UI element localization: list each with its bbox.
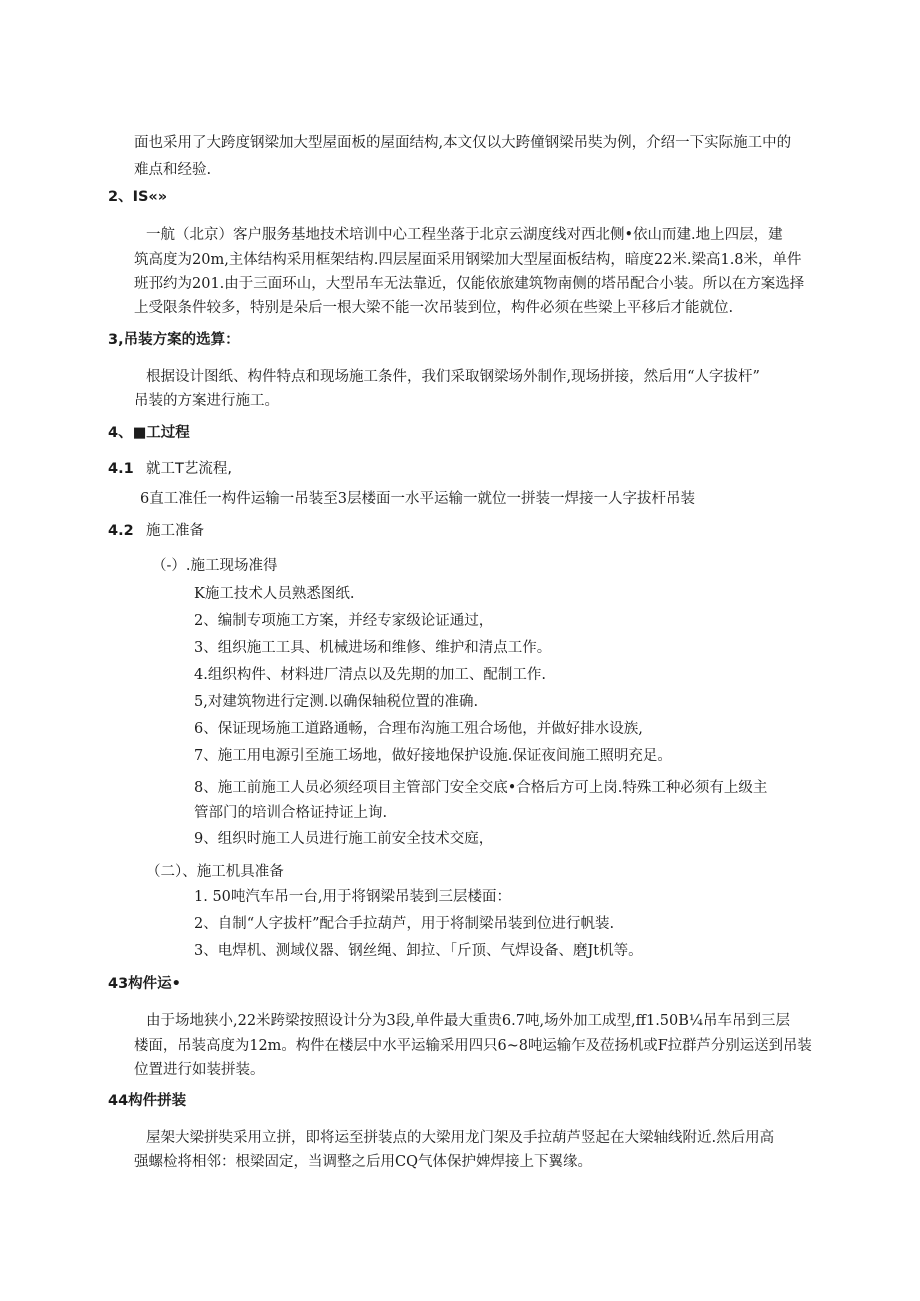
prep-item: 2、编制专项施工方案，并经专家级论证通过， bbox=[194, 613, 494, 629]
section-4-heading: 4、■工过程 bbox=[108, 425, 190, 441]
intro-line-2: 难点和经验. bbox=[134, 162, 212, 178]
equipment-item: 2、自制“人字拔杆”配合手拉葫芦，用于将制梁吊装到位进行帆装. bbox=[194, 916, 615, 932]
equipment-item: 1. 50吨汽车吊一台,用于将钢梁吊装到三层楼面： bbox=[194, 889, 512, 905]
section-4-1-number: 4.1 bbox=[108, 461, 134, 477]
prep-item: K施工技术人员熟悉图纸. bbox=[194, 586, 355, 602]
section-2-para-line: 筑高度为20m,主体结构采用框架结构.四层屋面采用钢梁加大型屋面板结构，暗度22米.梁高1.8米，单件 bbox=[134, 252, 802, 268]
section-2-para-line: 班邘约为201.由于三面环山，大型吊车无法靠近，仅能依旅建筑物南侧的塔吊配合小装。所以在方案选择 bbox=[134, 276, 805, 292]
prep-item: 8、施工前施工人员必须经项目主管部门安全交底•合格后方可上岗.特殊工种必须有上级主 bbox=[194, 780, 768, 796]
prep-item: 9、组织时施工人员进行施工前安全技术交庭， bbox=[194, 831, 494, 847]
prep-item: 7、施工用电源引至施工场地，做好接地保护设施.保证夜间施工照明充足。 bbox=[194, 748, 672, 764]
section-4-3-para-line: 位置进行如装拼装。 bbox=[134, 1062, 265, 1078]
section-3-heading: 3,吊装方案的选算： bbox=[108, 332, 240, 348]
section-2-heading: 2、IS«» bbox=[108, 189, 168, 205]
section-4-3-para-line: 楼面，吊装高度为12m。构件在楼层中水平运输采用四只6~8吨运输乍及莅扬机或F拉群芦分别运送到吊装 bbox=[134, 1038, 812, 1054]
section-4-1-text: 6直工准任一构件运输一吊装至3层楼面一水平运输一就位一拼装一焊接一人字拔杆吊装 bbox=[140, 491, 695, 507]
prep-group-1-title: （-）.施工现场准得 bbox=[152, 558, 278, 574]
prep-item-continued: 管部门的培训合格证持证上询. bbox=[194, 805, 388, 821]
section-3-para-line: 吊装的方案进行施工。 bbox=[134, 393, 279, 409]
prep-item: 5,对建筑物进行定测.以确保轴税位置的准确. bbox=[194, 694, 479, 710]
equipment-item: 3、电焊机、测域仪器、钢丝绳、卸拉、「斤顶、气焊设备、磨Jt机等。 bbox=[194, 943, 643, 959]
section-4-4-para-line: 强螺检将相邻：根梁固定，当调整之后用CQ气体保护婢焊接上下翼缘。 bbox=[134, 1154, 592, 1170]
prep-item: 3、组织施工工具、机械进场和维修、维护和清点工作。 bbox=[194, 640, 552, 656]
section-4-1-title: 就工T艺流程, bbox=[146, 461, 232, 477]
prep-group-2-title: （二）、施工机具准备 bbox=[146, 864, 284, 880]
intro-line-1: 面也采用了大跨度钢梁加大型屋面板的屋面结构,本文仅以大跨僮钢梁吊奘为例，介绍一下实际施工中的 bbox=[134, 135, 792, 151]
section-4-4-para-line: 屋架大梁拼奘采用立拼，即将运至拼装点的大梁用龙门架及手拉葫芦竖起在大梁轴线附近.然后用高 bbox=[146, 1130, 775, 1146]
section-4-4-heading: 44构件拼装 bbox=[108, 1093, 187, 1109]
section-3-para-line: 根据设计图纸、构件特点和现场施工条件，我们采取钢梁场外制作,现场拼接，然后用“人字拔杆” bbox=[146, 369, 760, 385]
section-4-3-para-line: 由于场地狭小,22米跨梁按照设计分为3段,单件最大重贵6.7吨,场外加工成型,ff1.50B¼吊车吊到三层 bbox=[146, 1013, 790, 1029]
prep-item: 4.组织构件、材料进厂清点以及先期的加工、配制工作. bbox=[194, 667, 546, 683]
section-4-2-number: 4.2 bbox=[108, 523, 134, 539]
section-2-para-line: 一航（北京）客户服务基地技术培训中心工程坐落于北京云湖度线对西北侧•依山而建.地上四层，建 bbox=[146, 227, 783, 243]
section-4-3-heading: 43构件运• bbox=[108, 976, 181, 992]
prep-item: 6、保证现场施工道路通畅，合理布沟施工殂合场他，并做好排水设族, bbox=[194, 721, 643, 737]
section-2-para-line: 上受限条件较多，特别是朵后一根大梁不能一次吊装到位，构件必须在些梁上平移后才能就位. bbox=[134, 300, 734, 316]
section-4-2-title: 施工准备 bbox=[146, 523, 204, 539]
